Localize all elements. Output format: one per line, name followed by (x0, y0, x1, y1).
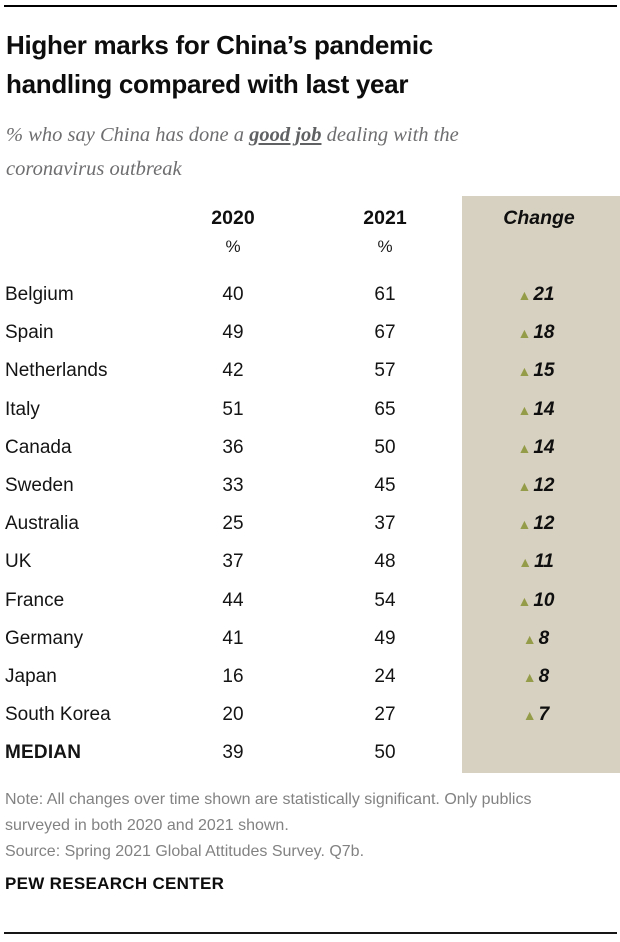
column-header-2020: 2020 (211, 206, 255, 229)
value-2020: 42 (222, 360, 244, 382)
change-value: 18 (533, 322, 555, 344)
value-2020: 25 (222, 513, 244, 535)
country-label: France (5, 589, 65, 611)
change-value: 21 (533, 284, 555, 306)
value-2020: 51 (222, 398, 244, 420)
table-row (0, 467, 620, 505)
value-2021: 27 (374, 704, 396, 726)
country-label: Belgium (5, 284, 74, 306)
footnotes (5, 787, 595, 865)
change-cell (462, 475, 620, 497)
subtitle-suffix: dealing with the coronavirus outbreak (6, 124, 459, 180)
up-triangle-icon: ▲ (522, 707, 537, 724)
value-2021: 67 (374, 322, 396, 344)
note-text: Note: All changes over time shown are statistically significant. Only publics surveyed in both 2020 and 2021 shown. (5, 791, 532, 834)
value-2020: 39 (222, 742, 244, 764)
country-label: Japan (5, 665, 57, 687)
up-triangle-icon: ▲ (517, 401, 532, 418)
bottom-divider (4, 932, 617, 934)
chart-subtitle (6, 118, 551, 186)
value-2021: 50 (374, 742, 396, 764)
value-2021: 57 (374, 360, 396, 382)
value-2021: 65 (374, 398, 396, 420)
column-header-change: Change (503, 206, 575, 229)
subtitle-prefix: % who say China has done a (6, 124, 250, 146)
value-2020: 44 (222, 589, 244, 611)
change-cell (462, 666, 620, 688)
up-triangle-icon: ▲ (517, 287, 532, 304)
change-value: 8 (538, 627, 550, 649)
table-row (0, 620, 620, 658)
table-row (0, 314, 620, 352)
change-value: 10 (533, 589, 555, 611)
value-2021: 50 (374, 436, 396, 458)
change-value: 8 (538, 665, 550, 687)
top-divider (4, 5, 617, 7)
value-2021: 61 (374, 284, 396, 306)
page-title (6, 26, 596, 104)
pew-research-center-logo-text: PEW RESEARCH CENTER (5, 874, 225, 893)
value-2021: 48 (374, 551, 396, 573)
change-cell (462, 704, 620, 726)
unit-label-2020: % (225, 237, 241, 256)
change-value: 7 (538, 704, 550, 726)
value-2021: 54 (374, 589, 396, 611)
table-row (0, 582, 620, 620)
country-label: Sweden (5, 475, 74, 497)
country-label: MEDIAN (5, 742, 82, 764)
value-2020: 16 (222, 665, 244, 687)
value-2021: 45 (374, 475, 396, 497)
change-cell (462, 513, 620, 535)
value-2020: 49 (222, 322, 244, 344)
title-line-1: Higher marks for China’s pandemic (6, 30, 433, 60)
table-row (0, 391, 620, 429)
table-row (0, 543, 620, 581)
country-label: Australia (5, 513, 79, 535)
value-2020: 20 (222, 704, 244, 726)
value-2020: 37 (222, 551, 244, 573)
change-cell (462, 322, 620, 344)
country-label: Spain (5, 322, 54, 344)
change-cell (462, 628, 620, 650)
country-label: Italy (5, 398, 40, 420)
change-cell (462, 437, 620, 459)
source-text: Source: Spring 2021 Global Attitudes Survey. Q7b. (5, 843, 365, 860)
change-value: 12 (533, 513, 555, 535)
unit-label-2021: % (377, 237, 393, 256)
change-value: 15 (533, 360, 555, 382)
up-triangle-icon: ▲ (522, 630, 537, 647)
change-cell (462, 360, 620, 382)
value-2021: 37 (374, 513, 396, 535)
change-value: 11 (534, 551, 554, 573)
change-cell (462, 284, 620, 306)
value-2021: 24 (374, 665, 396, 687)
up-triangle-icon: ▲ (517, 592, 532, 609)
country-label: Germany (5, 627, 84, 649)
table-row (0, 352, 620, 390)
up-triangle-icon: ▲ (517, 439, 532, 456)
table-row (0, 429, 620, 467)
country-label: Netherlands (5, 360, 108, 382)
change-cell (462, 551, 620, 573)
country-label: South Korea (5, 704, 111, 726)
change-cell (462, 399, 620, 421)
change-value: 14 (533, 436, 555, 458)
table-row (0, 658, 620, 696)
value-2020: 33 (222, 475, 244, 497)
title-line-2: handling compared with last year (6, 69, 409, 99)
change-value: 14 (533, 398, 555, 420)
table-row (0, 276, 620, 314)
table-body (0, 276, 620, 772)
value-2020: 40 (222, 284, 244, 306)
country-label: Canada (5, 436, 72, 458)
up-triangle-icon: ▲ (522, 668, 537, 685)
subtitle-highlight: good job (249, 124, 322, 146)
up-triangle-icon: ▲ (517, 516, 532, 533)
up-triangle-icon: ▲ (517, 325, 532, 342)
up-triangle-icon: ▲ (517, 363, 532, 380)
change-value: 12 (533, 475, 555, 497)
table-row (0, 734, 620, 772)
table-row (0, 505, 620, 543)
up-triangle-icon: ▲ (518, 554, 533, 571)
up-triangle-icon: ▲ (517, 478, 532, 495)
value-2020: 41 (222, 627, 244, 649)
value-2020: 36 (222, 436, 244, 458)
country-label: UK (5, 551, 32, 573)
change-cell (462, 590, 620, 612)
value-2021: 49 (374, 627, 396, 649)
column-header-2021: 2021 (363, 206, 407, 229)
table-row (0, 696, 620, 734)
